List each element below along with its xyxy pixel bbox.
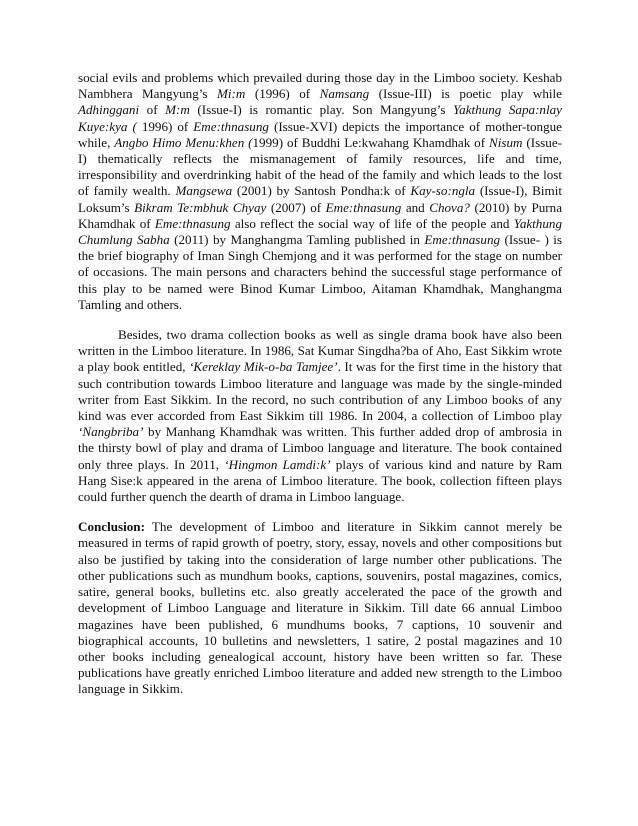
paragraph-drama-collections [78,327,562,505]
italic-title-text: Bikram Te:mbhuk Chyay [134,199,267,215]
italic-title-text: ‘Kereklay Mik-o-ba Tamjee’ [189,359,338,375]
body-text: The development of Limboo and literature in Sikkim cannot merely be measured in terms of rapid growth of poetry, story, essay, novels and other compositions but also be justified by taking into the consideration of large number other publications. The other publications such as mundhum books, captions, souvenirs, postal magazines, comics, satire, general books, bulletins etc. also greatly accelerated the pace of the growth and development of Limboo Language and literature in Sikkim. Till date 66 annual Limboo magazines have been published, 6 mundhums books, 7 captions, 10 souvenir and biographical accounts, 10 bulletins and newsletters, 1 satire, 2 postal magazines and 10 other books including genealogical account, history have been written so far. These publications have greatly enriched Limboo literature and added new strength to the Limboo language in Sikkim. [78,519,562,697]
body-text: (2007) of [266,199,326,215]
italic-title-text: Nisum [488,134,523,150]
section-heading: Conclusion: [78,519,145,535]
body-text: (1996) of [245,86,320,102]
body-text: of [139,102,166,118]
body-text: (2001) by Santosh Pondha:k of [232,183,411,199]
body-text: (Issue-I) is romantic play. Son Mangyung’s [189,102,454,118]
italic-title-text: ‘Nangbriba’ [78,424,144,440]
paragraph-conclusion [78,519,562,697]
italic-title-text: Eme:thnasung [325,199,402,215]
italic-title-text: Adhinggani [78,102,140,118]
italic-title-text: Eme:thnasung [424,232,501,248]
body-text: by Manhang Khamdhak was written. This further added drop of ambrosia in the thirsty bowl of play and drama of Limboo language and literature. The book contained only three plays. In 2011, [78,424,562,472]
paragraph-limboo-plays [78,70,562,313]
italic-title-text: Chova? [429,199,470,215]
body-text: (Issue-I), Bimit Loksum’s [78,183,562,215]
italic-title-text: Mangsewa [175,183,233,199]
body-text: social evils and problems which prevailed during those day in the Limboo society. Keshab Nambhera Mangyung’s [78,70,562,102]
body-text: Besides, two drama collection books as well as single drama book have also been written in the Limboo literature. In 1986, Sat Kumar Singdha?ba of Aho, East Sikkim wrote a play book entitled, [78,327,562,375]
italic-title-text: Namsang [319,86,370,102]
italic-title-text: Eme:thnasung [154,215,231,231]
italic-title-text: Yakthung Sapa:nlay Kuye:kya ( [78,102,562,134]
italic-title-text: M:m [165,102,190,118]
italic-title-text: ‘Hingmon Lamdi:k’ [224,456,331,472]
body-text: (2011) by Manghangma Tamling published in [169,232,425,248]
body-text: 1999) of Buddhi Le:kwahang Khamdhak of [252,134,489,150]
body-text: (Issue-XVI) depicts the importance of mother-tongue while, [78,118,562,150]
body-text: (2010) by Purna Khamdhak of [78,199,563,231]
italic-title-text: Yakthung Chumlung Sabha [78,215,562,248]
italic-title-text: Mi:m [216,86,246,102]
body-text: (Issue-I) thematically reflects the mismanagement of family resources, life and time, irresponsibility and overdrinking habit of the head of the family and which leads to the lost of family wealth. [78,134,562,199]
body-text: 1996) of [136,118,194,134]
body-text: (Issue-III) is poetic play while [369,86,562,102]
body-text: . It was for the first time in the history that such contribution towards Limboo literature and language was made by the single-minded writer from East Sikkim. In the record, no such contribution of any Limboo books of any kind was ever accorded from East Sikkim till 1986. In 2004, a collection of Limboo play [78,359,562,424]
body-text: also reflect the social way of life of the people and [230,215,514,231]
body-text: plays of various kind and nature by Ram Hang Sise:k appeared in the arena of Limboo literature. The book, collection fifteen plays could further quench the dearth of drama in Limboo language. [78,456,563,505]
document-page [78,70,562,698]
italic-title-text: Kay-so:ngla [410,183,476,199]
italic-title-text: Eme:thnasung [193,118,269,134]
body-text: (Issue- ) is the brief biography of Iman Singh Chemjong and it was performed for the stage on number of occasions. The main persons and characters behind the successful stage performance of this play to be named were Binod Kumar Limboo, Aitaman Khamdhak, Manghangma Tamling and others. [78,232,562,312]
body-text: and [401,199,430,215]
italic-title-text: Angbo Himo Menu:khen ( [114,134,253,150]
